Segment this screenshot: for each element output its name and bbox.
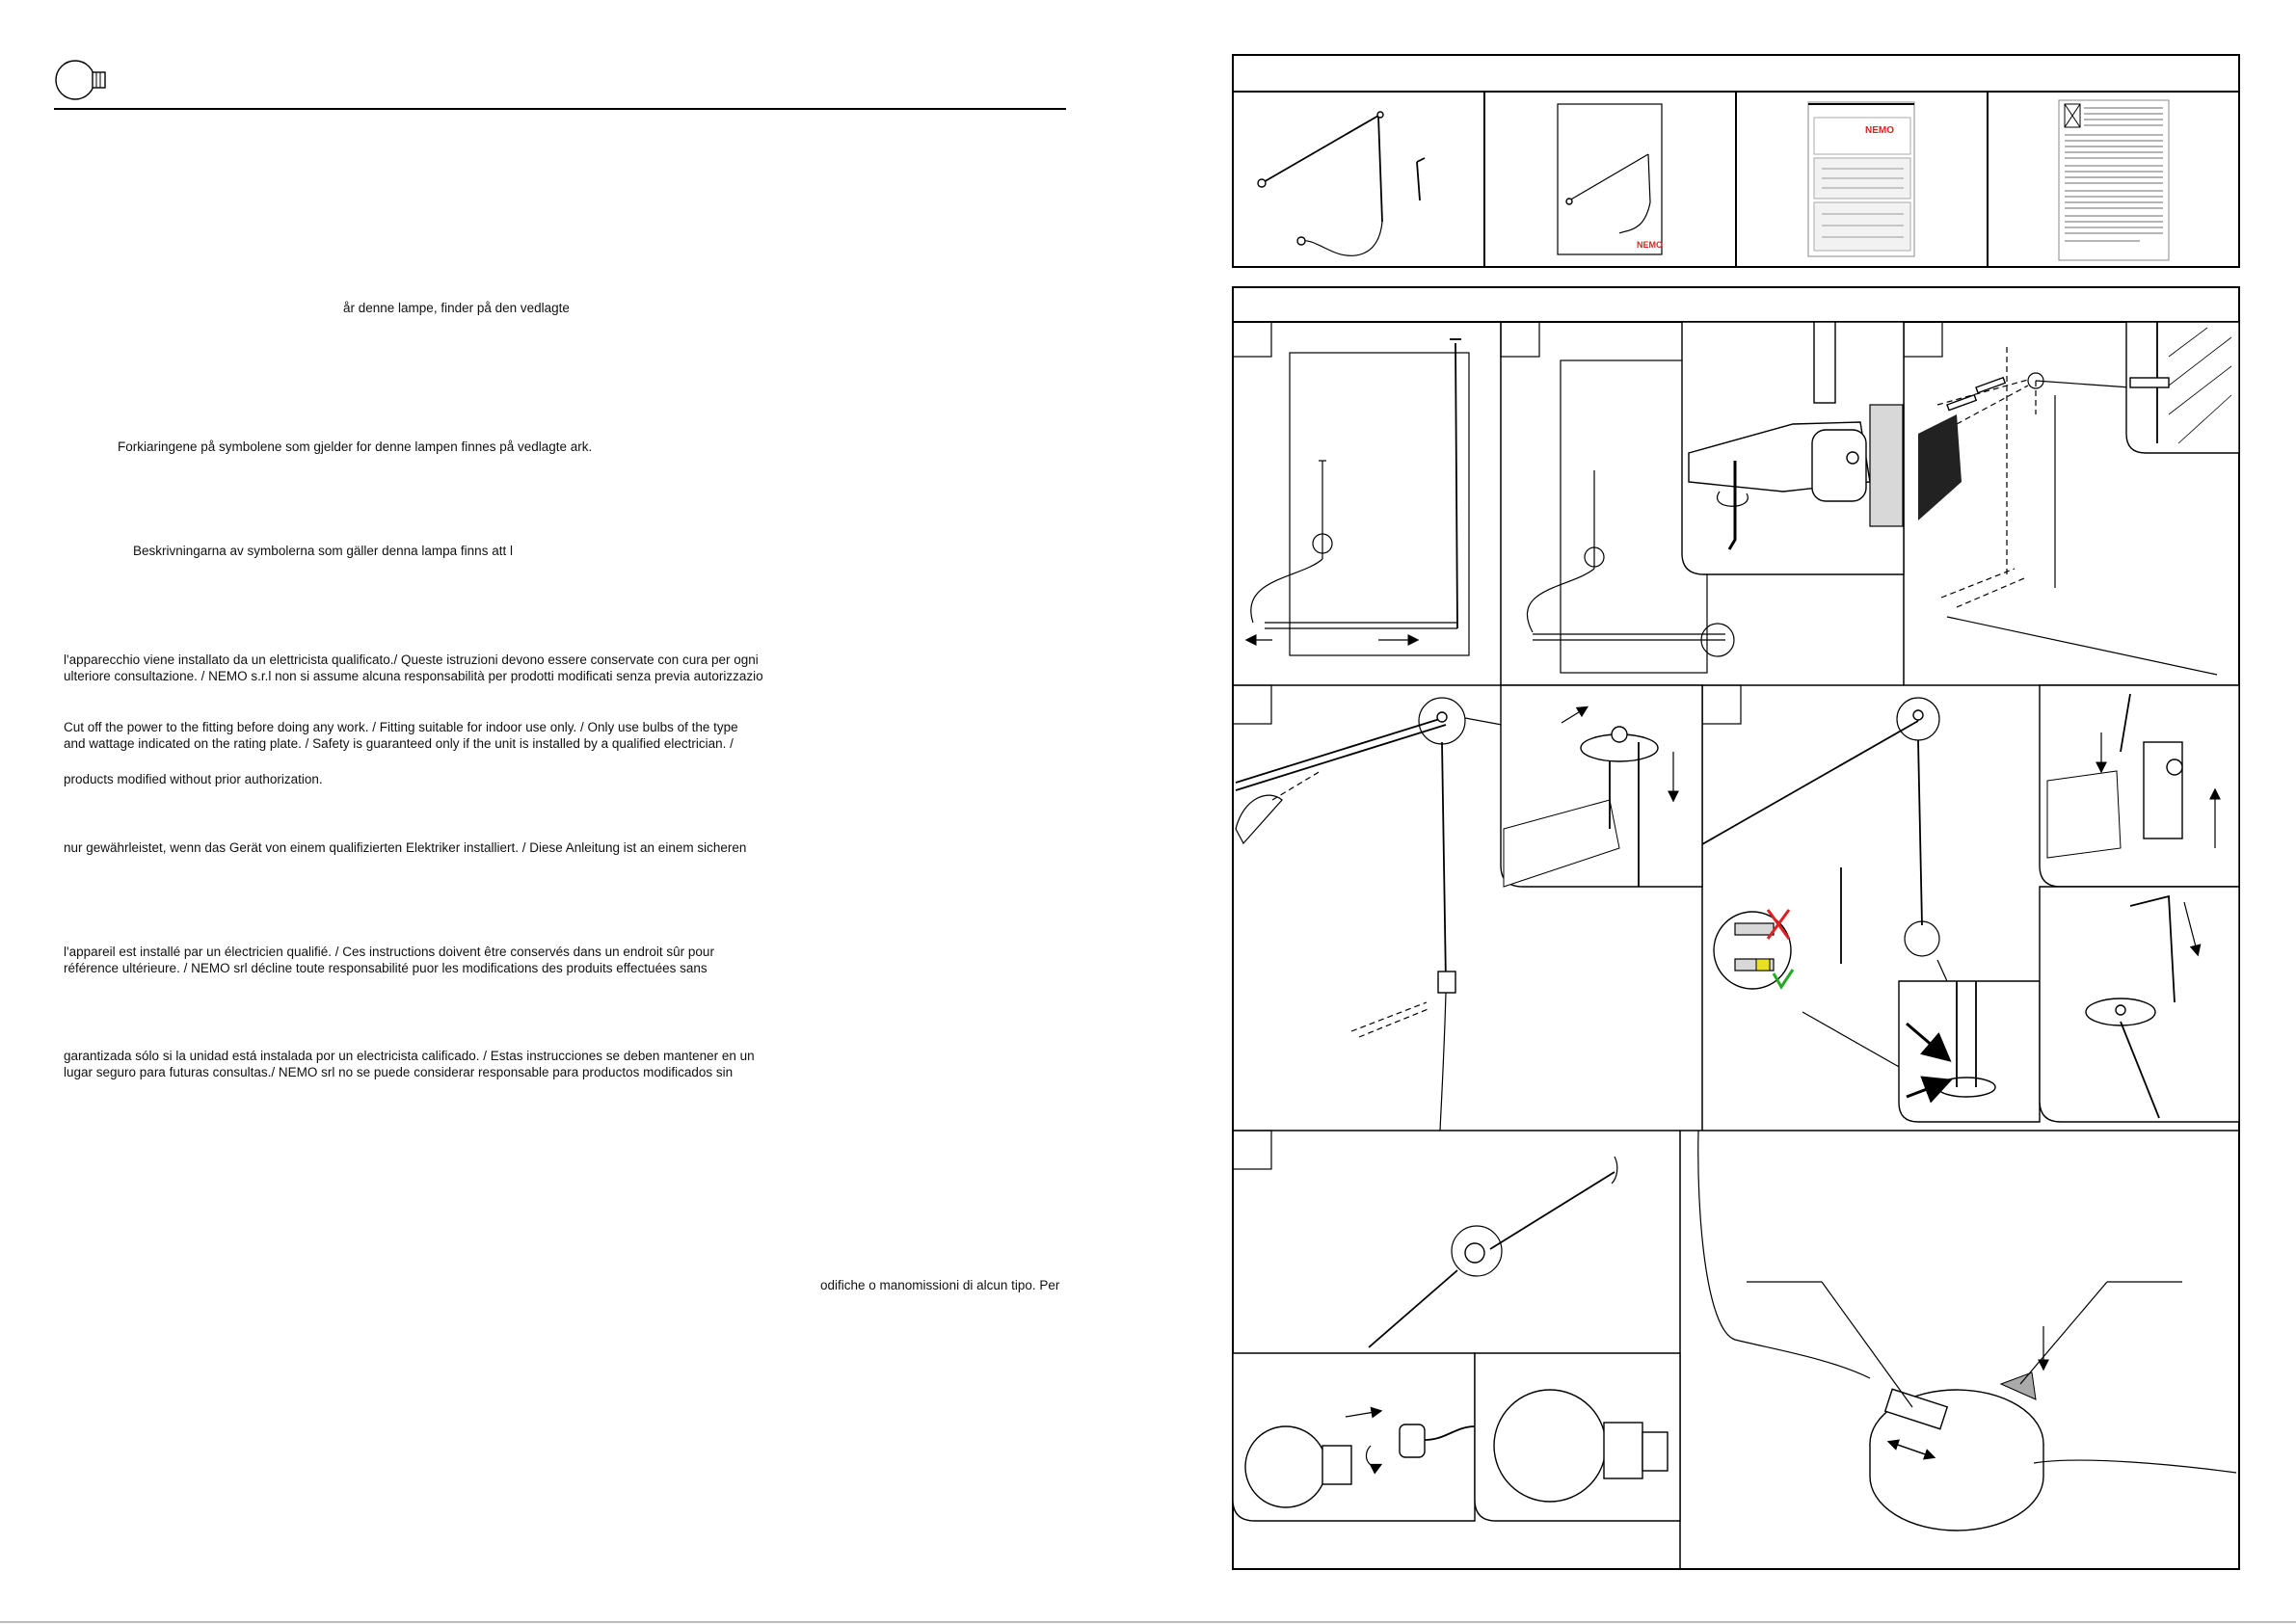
lamp-in-box-illustration	[1558, 104, 1663, 254]
brand-label-sheet: NEMO	[1865, 125, 1894, 136]
text-line-it1: l'apparecchio viene installato da un elettricista qualificato./ Queste istruzioni devono essere conservate con cura per ogni	[64, 652, 759, 667]
step-6b-bracket-details	[2040, 685, 2239, 1122]
contents-strip	[1233, 55, 2239, 267]
text-line-no: Forkiaringene på symbolene som gjelder for denne lampen finnes på vedlagte ark.	[118, 439, 593, 454]
text-line-en3: products modified without prior authorization.	[64, 772, 323, 786]
text-line-sv: Beskrivningarna av symbolerna som gäller denna lampa finns att l	[133, 544, 513, 558]
step-number-box-7	[1233, 1131, 1271, 1169]
step-6-leveling	[1702, 698, 2040, 1122]
step-number-box-4	[1904, 322, 1942, 357]
text-line-fr1: l'appareil est installé par un électricien qualifié. / Ces instructions doivent être conservés dans un endroit sûr pour	[64, 945, 714, 959]
allen-key	[1417, 162, 1420, 200]
instruction-sheet-illustration	[1808, 102, 1914, 256]
step-3-bracket-detail	[1682, 322, 1904, 574]
symbols-sheet-illustration	[2059, 100, 2169, 260]
step-number-box-5	[1233, 685, 1271, 724]
text-line-es1: garantizada sólo si la unidad está instalada por un electricista calificado. / Estas instrucciones se deben mantener en un	[64, 1049, 755, 1063]
text-line-de1: nur gewährleistet, wenn das Gerät von einem qualifizierten Elektriker installiert. / Diese Anleitung ist an einem sicheren	[64, 840, 747, 855]
text-line-fr2: référence ultérieure. / NEMO srl décline toute responsabilité puor les modifications des produits effectuées sans	[64, 961, 707, 975]
steps-strip	[1233, 287, 2239, 1569]
step-number-box-2	[1501, 322, 1539, 357]
text-line-en2: and wattage indicated on the rating plate. / Safety is guaranteed only if the unit is installed by a qualified electrician. /	[64, 736, 734, 751]
text-line-en1: Cut off the power to the fitting before doing any work. / Fitting suitable for indoor use only. / Only use bulbs of the type	[64, 720, 738, 734]
lamp-parts-illustration	[1258, 112, 1425, 255]
brand-label-box: NEMO	[1637, 240, 1663, 250]
step-5-mounting	[1236, 685, 1702, 1131]
step-8-dimmer	[1698, 1131, 2236, 1531]
text-line-da: år denne lampe, finder på den vedlagte	[343, 301, 570, 315]
text-line-it3: odifiche o manomissioni di alcun tipo. Per	[820, 1278, 1060, 1292]
step-4-drilling	[1918, 322, 2239, 675]
step-1-unpack	[1247, 339, 1469, 655]
level-bubble-ok	[1756, 959, 1770, 971]
text-line-es2: lugar seguro para futuras consultas./ NEMO srl no se puede considerar responsable para productos modificados sin	[64, 1065, 734, 1079]
step-7-bulb	[1233, 1157, 1680, 1521]
step-number-box-6	[1702, 685, 1741, 724]
text-line-it2: ulteriore consultazione. / NEMO s.r.l non si assume alcuna responsabilità per prodotti modificati senza previa autorizzazio	[64, 669, 763, 683]
step-number-box-1	[1233, 322, 1271, 357]
